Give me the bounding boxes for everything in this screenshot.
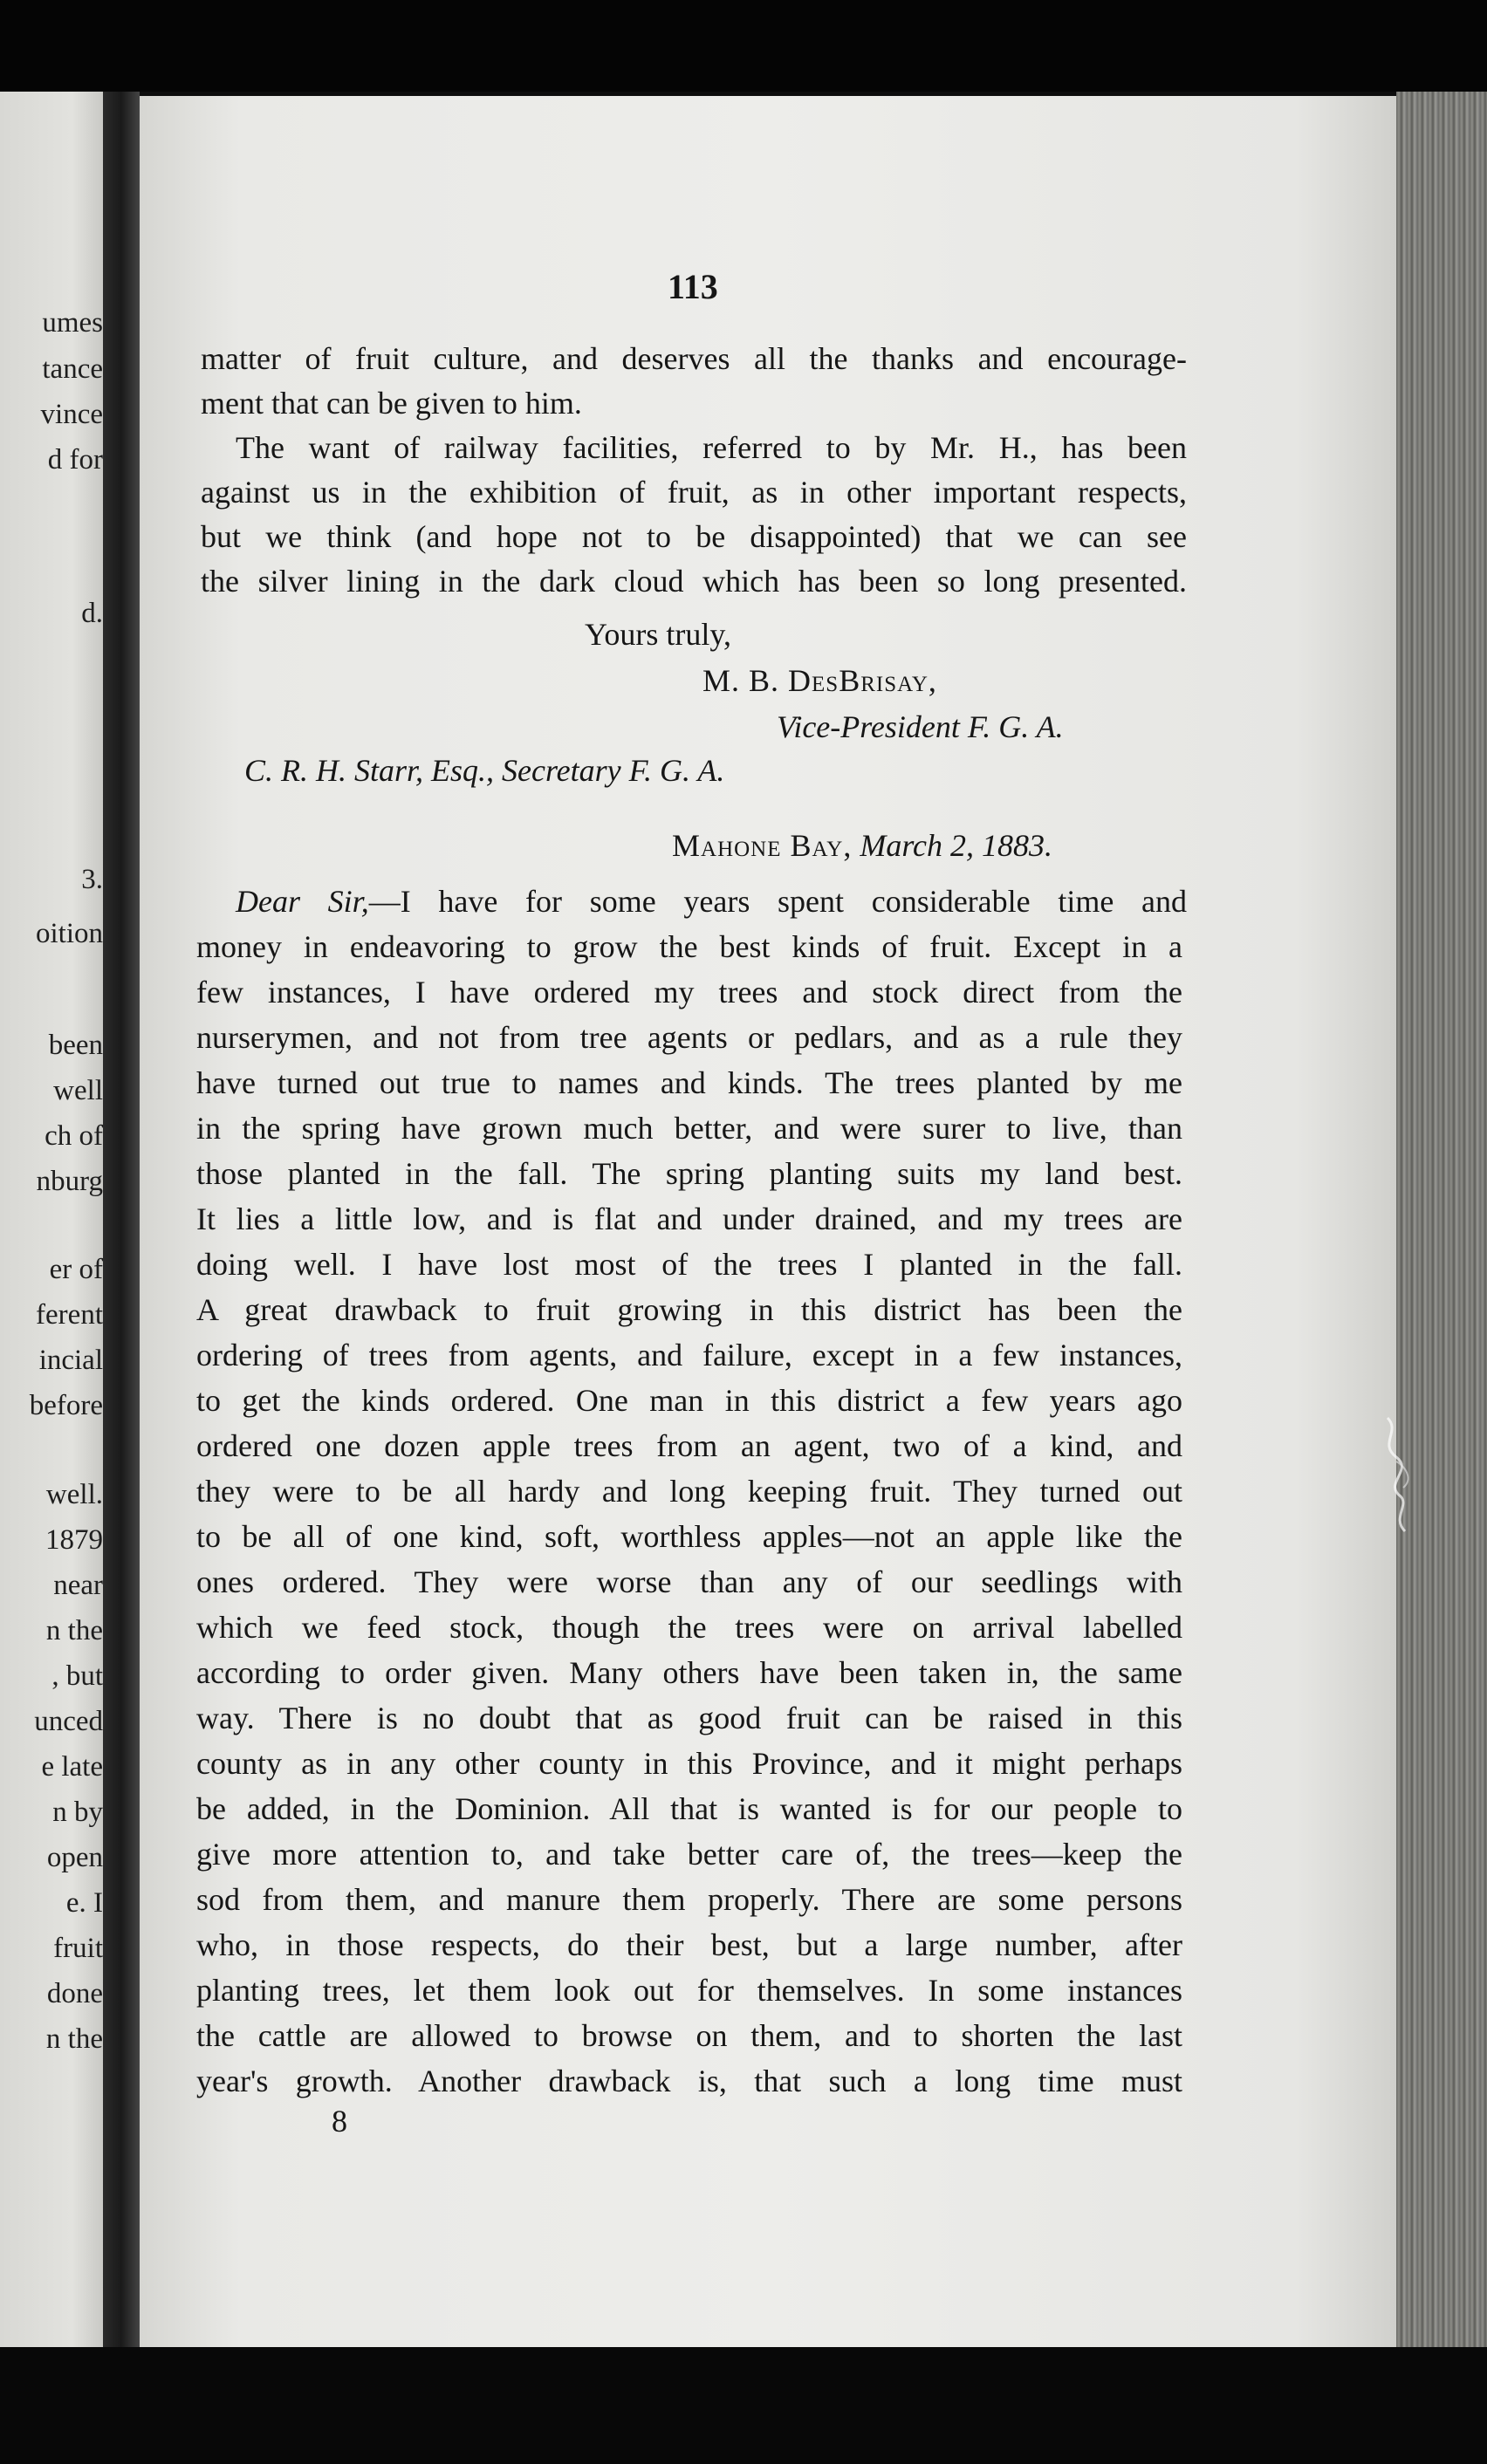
letter-dateline bbox=[672, 827, 1052, 864]
text-line: year's growth. Another drawback is, that such a long time must bbox=[196, 2064, 1182, 2098]
text-line: who, in those respects, do their best, but a large number, after bbox=[196, 1927, 1182, 1962]
text-line: ordering of trees from agents, and failure, except in a few instances, bbox=[196, 1338, 1182, 1372]
facing-page-fragment: unced bbox=[34, 1706, 103, 1737]
text-line: according to order given. Many others have been taken in, the same bbox=[196, 1655, 1182, 1690]
facing-page-fragment: d for bbox=[47, 444, 103, 476]
text-line: nurserymen, and not from tree agents or pedlars, and as a rule they bbox=[196, 1020, 1182, 1055]
facing-page-fragment: ch of bbox=[45, 1120, 103, 1152]
text-line: A great drawback to fruit growing in this district has been the bbox=[196, 1292, 1182, 1327]
text-line: against us in the exhibition of fruit, as in other important respects, bbox=[201, 475, 1187, 510]
text-line: ordered one dozen apple trees from an agent, two of a kind, and bbox=[196, 1428, 1182, 1463]
facing-page-fragment: nburg bbox=[36, 1166, 103, 1197]
text-line: ones ordered. They were worse than any of our seedlings with bbox=[196, 1564, 1182, 1599]
scan-border-bottom bbox=[0, 2347, 1487, 2464]
text-line: the silver lining in the dark cloud which has been so long presented. bbox=[201, 564, 1187, 599]
text-line: matter of fruit culture, and deserves all the thanks and encourage- bbox=[201, 341, 1187, 376]
facing-page-fragment: er of bbox=[49, 1254, 103, 1285]
facing-page-fragment: n by bbox=[52, 1797, 103, 1828]
facing-page-fragment: umes bbox=[42, 307, 103, 339]
text-line: give more attention to, and take better care of, the trees—keep the bbox=[196, 1837, 1182, 1872]
facing-page-fragment: , but bbox=[51, 1660, 103, 1692]
addressee: C. R. H. Starr, Esq., Secretary F. G. A. bbox=[244, 753, 725, 788]
text-line: be added, in the Dominion. All that is wanted is for our people to bbox=[196, 1791, 1182, 1826]
letter-place: Mahone Bay, bbox=[672, 828, 853, 863]
facing-page-fragment: n the bbox=[45, 1615, 103, 1646]
facing-page-fragment: been bbox=[48, 1030, 103, 1061]
facing-page-fragment: n the bbox=[45, 2023, 103, 2055]
text-line: have turned out true to names and kinds. The trees planted by me bbox=[196, 1065, 1182, 1100]
facing-page-fragment: near bbox=[53, 1570, 103, 1601]
text-line: which we feed stock, though the trees were on arrival labelled bbox=[196, 1610, 1182, 1645]
signer-title: Vice-President F. G. A. bbox=[777, 709, 1064, 744]
text-line-content: —I have for some years spent considerable time and bbox=[368, 884, 1187, 919]
facing-page-fragment: incial bbox=[38, 1345, 103, 1376]
signer-name: M. B. DesBrisay, bbox=[702, 663, 937, 698]
text-line: they were to be all hardy and long keeping fruit. They turned out bbox=[196, 1474, 1182, 1509]
text-line: ment that can be given to him. bbox=[201, 386, 582, 421]
text-line: in the spring have grown much better, and were surer to live, than bbox=[196, 1111, 1182, 1146]
facing-page-fragment: well bbox=[53, 1075, 103, 1106]
text-line: the cattle are allowed to browse on them, and to shorten the last bbox=[196, 2018, 1182, 2053]
text-line: It lies a little low, and is flat and under drained, and my trees are bbox=[196, 1201, 1182, 1236]
scan-border-top bbox=[0, 0, 1487, 92]
facing-page-fragment: before bbox=[29, 1390, 103, 1421]
salutation: Dear Sir, bbox=[236, 884, 369, 919]
facing-page-fragment: ferent bbox=[36, 1299, 103, 1331]
text-line: but we think (and hope not to be disappointed) that we can see bbox=[201, 519, 1187, 554]
letter-closing: Yours truly, bbox=[585, 617, 732, 652]
ink-stain-mark bbox=[1370, 1409, 1422, 1540]
facing-page-fragment: oition bbox=[35, 918, 103, 949]
text-line: to be all of one kind, soft, worthless apples—not an apple like the bbox=[196, 1519, 1182, 1554]
text-line: county as in any other county in this Province, and it might perhaps bbox=[196, 1746, 1182, 1781]
facing-page-fragment: fruit bbox=[53, 1933, 103, 1964]
facing-page-fragment: e late bbox=[41, 1751, 103, 1783]
facing-page-fragment: done bbox=[46, 1978, 103, 2009]
text-line: way. There is no doubt that as good fruit can be raised in this bbox=[196, 1701, 1182, 1735]
text-line: doing well. I have lost most of the trees I planted in the fall. bbox=[196, 1247, 1182, 1282]
text-line bbox=[236, 883, 1187, 920]
text-line: money in endeavoring to grow the best kinds of fruit. Except in a bbox=[196, 929, 1182, 964]
facing-page-fragment: tance bbox=[42, 353, 103, 385]
page-number: 113 bbox=[668, 267, 718, 306]
page-edges-stack bbox=[1396, 92, 1487, 2347]
text-line: The want of railway facilities, referred to by Mr. H., has been bbox=[236, 430, 1187, 465]
signature-mark: 8 bbox=[332, 2104, 347, 2139]
facing-page-fragment: 3. bbox=[81, 864, 103, 895]
facing-page-edge bbox=[0, 92, 103, 2347]
facing-page-fragment: vince bbox=[40, 399, 103, 430]
text-line: to get the kinds ordered. One man in this district a few years ago bbox=[196, 1383, 1182, 1418]
text-line: few instances, I have ordered my trees and stock direct from the bbox=[196, 975, 1182, 1010]
facing-page-fragment: open bbox=[46, 1842, 103, 1873]
facing-page-fragment: well. bbox=[45, 1479, 103, 1510]
letter-date: March 2, 1883. bbox=[860, 828, 1052, 863]
text-line: sod from them, and manure them properly. There are some persons bbox=[196, 1882, 1182, 1917]
facing-page-fragment: e. I bbox=[65, 1887, 103, 1919]
facing-page-fragment: d. bbox=[81, 598, 103, 629]
book-gutter bbox=[103, 92, 140, 2347]
facing-page-fragment: 1879 bbox=[45, 1524, 103, 1556]
text-line: those planted in the fall. The spring planting suits my land best. bbox=[196, 1156, 1182, 1191]
text-line: planting trees, let them look out for themselves. In some instances bbox=[196, 1973, 1182, 2008]
